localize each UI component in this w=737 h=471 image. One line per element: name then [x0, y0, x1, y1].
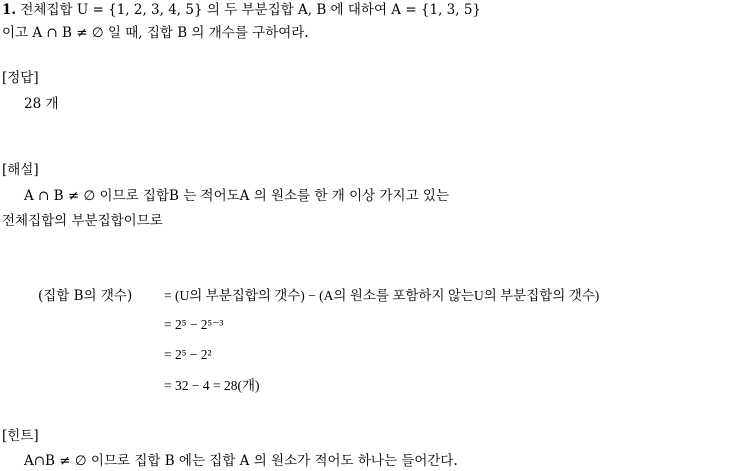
problem-text-1: 전체집합 U = {1, 2, 3, 4, 5} 의 두 부분집합 A, B 에 대하여 A = {1, 3, 5} — [20, 2, 482, 18]
explanation-line-2: 전체집합의 부분집합이므로 — [2, 213, 163, 229]
equation-rhs-3: = 2⁵ − 2² — [164, 347, 212, 362]
problem-line-2 — [2, 24, 309, 42]
equation-rhs-2: = 2⁵ − 2⁵⁻³ — [164, 317, 224, 332]
equation-lhs: (집합 B의 갯수) — [38, 288, 133, 304]
equation-rhs-4: = 32 − 4 = 28(개) — [164, 378, 260, 393]
problem-line-1 — [2, 1, 481, 19]
hint-text: A∩B ≠ ∅ 이므로 집합 B 에는 집합 A 의 원소가 적어도 하나는 들어간다. — [24, 453, 458, 469]
equation-rhs-1: = (U의 부분집합의 갯수) − (A의 원소를 포함하지 않는U의 부분집합의 갯수) — [164, 288, 600, 303]
problem-text-2: 이고 A ∩ B ≠ ∅ 일 때, 집합 B 의 개수를 구하여라. — [2, 25, 309, 41]
hint-label: [힌트] — [2, 428, 39, 444]
problem-number: 1. — [2, 2, 17, 18]
explanation-label: [해설] — [2, 162, 39, 178]
answer-label: [정답] — [2, 70, 39, 86]
explanation-line-1: A ∩ B ≠ ∅ 이므로 집합B 는 적어도A 의 원소를 한 개 이상 가지고 있는 — [24, 188, 449, 204]
answer-value: 28 개 — [24, 96, 59, 112]
